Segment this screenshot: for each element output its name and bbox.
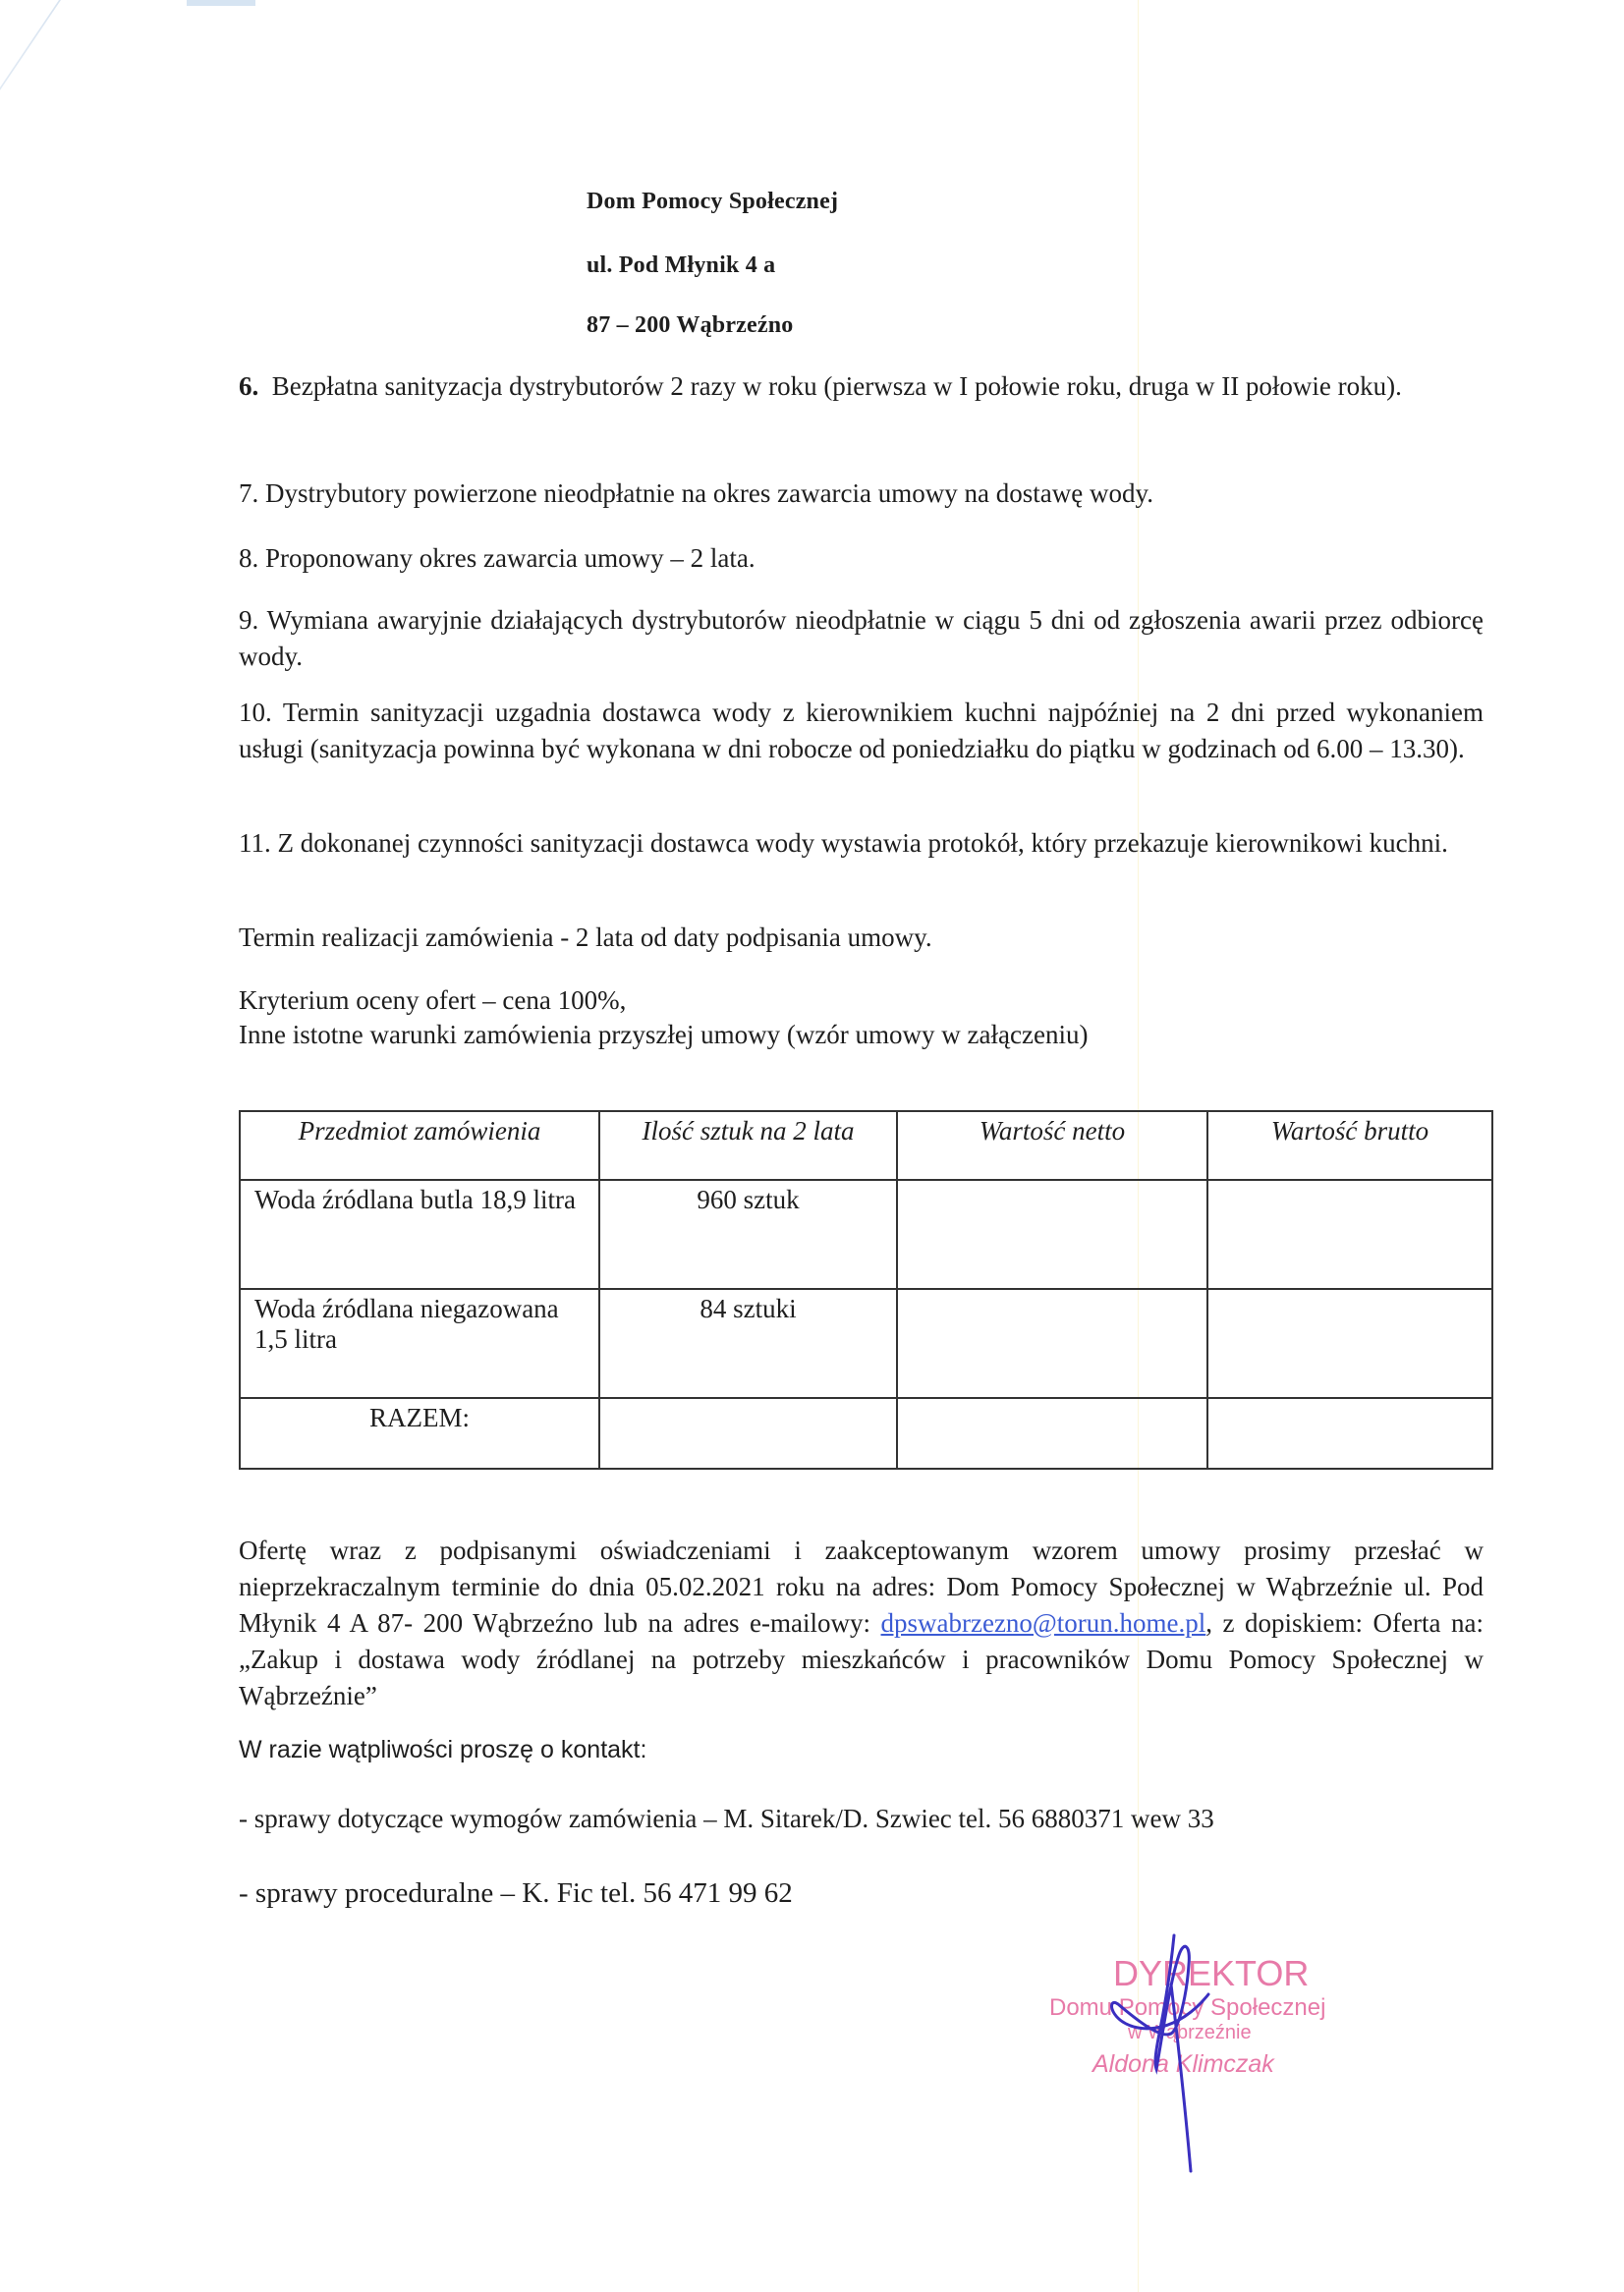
order-table bbox=[239, 1110, 1493, 1470]
column-header-quantity: Ilość sztuk na 2 lata bbox=[599, 1111, 897, 1180]
scan-artifact bbox=[0, 0, 61, 334]
item-text: Z dokonanej czynności sanityzacji dostawca wody wystawia protokół, który przekazuje kierownikowi kuchni. bbox=[277, 828, 1448, 858]
evaluation-criterion: Kryterium oceny ofert – cena 100%, bbox=[239, 985, 627, 1015]
list-item bbox=[239, 540, 1484, 577]
list-item bbox=[239, 475, 1484, 512]
table-row bbox=[240, 1180, 1492, 1289]
cell-quantity: 84 sztuki bbox=[599, 1289, 897, 1398]
scan-artifact bbox=[187, 0, 255, 6]
column-header-item: Przedmiot zamówienia bbox=[240, 1111, 599, 1180]
list-item bbox=[239, 602, 1484, 675]
contact-heading: W razie wątpliwości proszę o kontakt: bbox=[239, 1736, 647, 1763]
item-number: 10. bbox=[239, 698, 272, 727]
contact-procedural: - sprawy proceduralne – K. Fic tel. 56 471 99 62 bbox=[239, 1877, 793, 1909]
contact-requirements: - sprawy dotyczące wymogów zamówienia – M. Sitarek/D. Szwiec tel. 56 6880371 wew 33 bbox=[239, 1804, 1214, 1833]
offer-text: Ofertę wraz z podpisanymi oświadczeniami i zaakceptowanym wzorem umowy prosimy przesłać w nieprzekraczalnym terminie do dnia 05.02.2021 roku na adres: Dom Pomocy Społecznej w Wąbrzeźnie ul. Pod Młynik 4 A 87- 200 Wąbrzeźno lub na adres e-mailowy: bbox=[239, 1536, 1484, 1638]
header-institution: Dom Pomocy Społecznej bbox=[587, 189, 839, 214]
list-item bbox=[239, 368, 1484, 405]
item-number: 9. bbox=[239, 605, 259, 635]
stamp-title: DYREKTOR bbox=[1113, 1953, 1310, 1993]
other-conditions: Inne istotne warunki zamówienia przyszłej umowy (wzór umowy w załączeniu) bbox=[239, 1020, 1089, 1049]
signature bbox=[1061, 1926, 1277, 2181]
item-text: Dystrybutory powierzone nieodpłatnie na okres zawarcia umowy na dostawę wody. bbox=[265, 478, 1153, 508]
item-text: Bezpłatna sanityzacja dystrybutorów 2 razy w roku (pierwsza w I połowie roku, druga w II połowie roku). bbox=[271, 371, 1402, 401]
cell-net-value[interactable] bbox=[897, 1289, 1207, 1398]
header-city: 87 – 200 Wąbrzeźno bbox=[587, 312, 794, 338]
column-header-gross-value: Wartość brutto bbox=[1207, 1111, 1492, 1180]
header-street: ul. Pod Młynik 4 a bbox=[587, 252, 776, 278]
offer-instructions bbox=[239, 1533, 1484, 1714]
cell-gross-value[interactable] bbox=[1207, 1180, 1492, 1289]
item-text: Wymiana awaryjnie działających dystrybutorów nieodpłatnie w ciągu 5 dni od zgłoszenia awarii przez odbiorcę wody. bbox=[239, 605, 1484, 671]
item-number: 7. bbox=[239, 478, 259, 508]
item-number: 11. bbox=[239, 828, 271, 858]
column-header-net-value: Wartość netto bbox=[897, 1111, 1207, 1180]
cell-total-label: RAZEM: bbox=[240, 1398, 599, 1469]
item-text: Proponowany okres zawarcia umowy – 2 lata. bbox=[265, 543, 756, 573]
signature-stroke bbox=[1112, 1935, 1209, 2171]
realization-term: Termin realizacji zamówienia - 2 lata od daty podpisania umowy. bbox=[239, 922, 932, 952]
email-link[interactable]: dpswabrzezno@torun.home.pl bbox=[880, 1608, 1206, 1638]
item-number: 6. bbox=[239, 371, 259, 401]
cell-quantity: 960 sztuk bbox=[599, 1180, 897, 1289]
list-item bbox=[239, 695, 1484, 767]
cell-total-gross[interactable] bbox=[1207, 1398, 1492, 1469]
cell-item: Woda źródlana niegazowana 1,5 litra bbox=[240, 1289, 599, 1398]
table-row bbox=[240, 1289, 1492, 1398]
cell-total-net[interactable] bbox=[897, 1398, 1207, 1469]
item-number: 8. bbox=[239, 543, 259, 573]
item-text: Termin sanityzacji uzgadnia dostawca wody z kierownikiem kuchni najpóźniej na 2 dni przed wykonaniem usługi (sanityzacja powinna być wykonana w dni robocze od poniedziałku do piątku w godzinach od 6.00 – 13.30). bbox=[239, 698, 1484, 763]
cell-total-quantity[interactable] bbox=[599, 1398, 897, 1469]
stamp-institution: Domu Pomocy Społecznej bbox=[1049, 1994, 1326, 2021]
stamp-city: w Wąbrzeźnie bbox=[1128, 2022, 1252, 2043]
cell-net-value[interactable] bbox=[897, 1180, 1207, 1289]
table-header-row bbox=[240, 1111, 1492, 1180]
list-item bbox=[239, 825, 1484, 862]
cell-gross-value[interactable] bbox=[1207, 1289, 1492, 1398]
cell-item: Woda źródlana butla 18,9 litra bbox=[240, 1180, 599, 1289]
stamp-name: Aldona Klimczak bbox=[1092, 2050, 1274, 2078]
offer-text-tail: , z dopiskiem: Oferta na: „Zakup i dostawa wody źródlanej na potrzeby mieszkańców i pracowników Domu Pomocy Społecznej w Wąbrzeźnie” bbox=[239, 1608, 1484, 1710]
table-row-total bbox=[240, 1398, 1492, 1469]
